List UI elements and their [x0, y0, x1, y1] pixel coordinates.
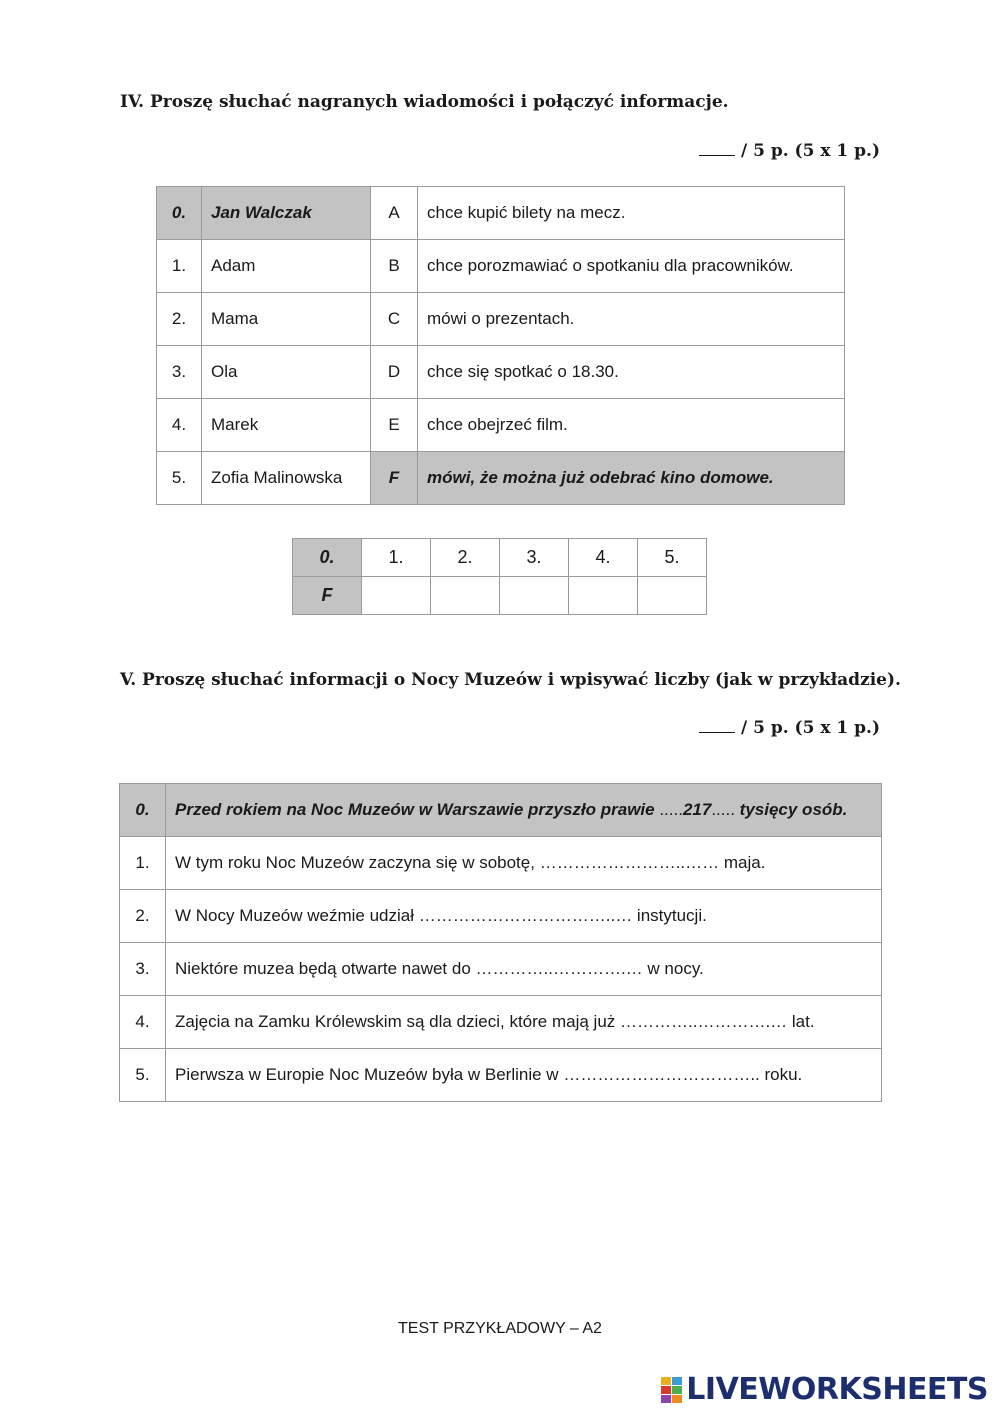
- example-dots: .....: [659, 800, 683, 819]
- table-row: [120, 943, 882, 996]
- person-name: Marek: [202, 399, 371, 452]
- option-text: mówi, że można już odebrać kino domowe.: [418, 452, 845, 505]
- item-number: 1.: [120, 837, 166, 890]
- logo-square: [672, 1386, 682, 1394]
- numbers-table: [119, 783, 882, 1102]
- example-answer: 217: [682, 800, 712, 819]
- item-number: 4.: [120, 996, 166, 1049]
- answer-header: 3.: [500, 539, 569, 577]
- item-sentence: Pierwsza w Europie Noc Muzeów była w Berlinie w …………………………….. roku.: [166, 1049, 882, 1102]
- person-number: 0.: [157, 187, 202, 240]
- table-row: [157, 240, 845, 293]
- item-sentence: Zajęcia na Zamku Królewskim są dla dzieci, które mają już …………..………….… lat.: [166, 996, 882, 1049]
- person-name: Adam: [202, 240, 371, 293]
- number-input-4[interactable]: …………..………….…: [620, 1012, 788, 1031]
- person-name: Mama: [202, 293, 371, 346]
- table-row: [120, 784, 882, 837]
- table-row: [157, 346, 845, 399]
- answer-example: F: [293, 577, 362, 615]
- option-letter: F: [371, 452, 418, 505]
- table-row: [157, 399, 845, 452]
- item-sentence: W Nocy Muzeów weźmie udział ……………………………..… instytucji.: [166, 890, 882, 943]
- answer-header: 2.: [431, 539, 500, 577]
- answer-input-4[interactable]: [569, 577, 638, 615]
- number-input-5[interactable]: ……………………………..: [563, 1065, 760, 1084]
- item-sentence: Przed rokiem na Noc Muzeów w Warszawie przyszło prawie .....217..... tysięcy osób.: [166, 784, 882, 837]
- person-number: 4.: [157, 399, 202, 452]
- logo-square: [661, 1377, 671, 1385]
- logo-square: [672, 1377, 682, 1385]
- option-letter: A: [371, 187, 418, 240]
- item-number: 3.: [120, 943, 166, 996]
- table-row: [157, 452, 845, 505]
- page-footer: TEST PRZYKŁADOWY – A2: [398, 1320, 602, 1337]
- option-text: chce kupić bilety na mecz.: [418, 187, 845, 240]
- number-input-2[interactable]: ……………………………..…: [418, 906, 633, 925]
- option-letter: B: [371, 240, 418, 293]
- answer-input-1[interactable]: [362, 577, 431, 615]
- option-text: chce się spotkać o 18.30.: [418, 346, 845, 399]
- option-letter: C: [371, 293, 418, 346]
- answer-input-5[interactable]: [638, 577, 707, 615]
- person-number: 3.: [157, 346, 202, 399]
- table-row: [157, 187, 845, 240]
- answer-header: 4.: [569, 539, 638, 577]
- item-number: 2.: [120, 890, 166, 943]
- example-dots: .....: [711, 800, 735, 819]
- logo-square: [672, 1395, 682, 1403]
- person-name: Jan Walczak: [202, 187, 371, 240]
- logo-square: [661, 1395, 671, 1403]
- answer-header: 5.: [638, 539, 707, 577]
- section-5-heading: V. Proszę słuchać informacji o Nocy Muzeów i wpisywać liczby (jak w przykładzie).: [120, 670, 901, 690]
- liveworksheets-logo: [661, 1372, 988, 1407]
- matching-table: [156, 186, 845, 505]
- table-row: [120, 837, 882, 890]
- table-row: [120, 890, 882, 943]
- item-sentence: Niektóre muzea będą otwarte nawet do …………..………….… w nocy.: [166, 943, 882, 996]
- answer-input-3[interactable]: [500, 577, 569, 615]
- person-number: 2.: [157, 293, 202, 346]
- person-number: 1.: [157, 240, 202, 293]
- table-row: [120, 1049, 882, 1102]
- answer-grid: [292, 538, 707, 615]
- option-text: chce obejrzeć film.: [418, 399, 845, 452]
- number-input-1[interactable]: ……………………..……: [539, 853, 720, 872]
- item-number: 5.: [120, 1049, 166, 1102]
- option-text: chce porozmawiać o spotkaniu dla pracowników.: [418, 240, 845, 293]
- logo-square: [661, 1386, 671, 1394]
- option-letter: E: [371, 399, 418, 452]
- section-4-heading: IV. Proszę słuchać nagranych wiadomości i połączyć informacje.: [120, 92, 729, 112]
- score-blank: [699, 143, 735, 156]
- person-number: 5.: [157, 452, 202, 505]
- score-blank: [699, 720, 735, 733]
- table-row: [157, 293, 845, 346]
- section-4-score: / 5 p. (5 x 1 p.): [699, 141, 880, 161]
- section-5-score: / 5 p. (5 x 1 p.): [699, 718, 880, 738]
- answer-header: 0.: [293, 539, 362, 577]
- table-row: [120, 996, 882, 1049]
- option-letter: D: [371, 346, 418, 399]
- option-text: mówi o prezentach.: [418, 293, 845, 346]
- item-number: 0.: [120, 784, 166, 837]
- person-name: Ola: [202, 346, 371, 399]
- person-name: Zofia Malinowska: [202, 452, 371, 505]
- answer-header: 1.: [362, 539, 431, 577]
- item-sentence: W tym roku Noc Muzeów zaczyna się w sobotę, ……………………..…… maja.: [166, 837, 882, 890]
- logo-text: LIVEWORKSHEETS: [686, 1372, 988, 1407]
- logo-icon: [661, 1377, 682, 1403]
- answer-grid-answer-row: [293, 577, 707, 615]
- number-input-3[interactable]: …………..………….…: [475, 959, 643, 978]
- answer-grid-header-row: [293, 539, 707, 577]
- answer-input-2[interactable]: [431, 577, 500, 615]
